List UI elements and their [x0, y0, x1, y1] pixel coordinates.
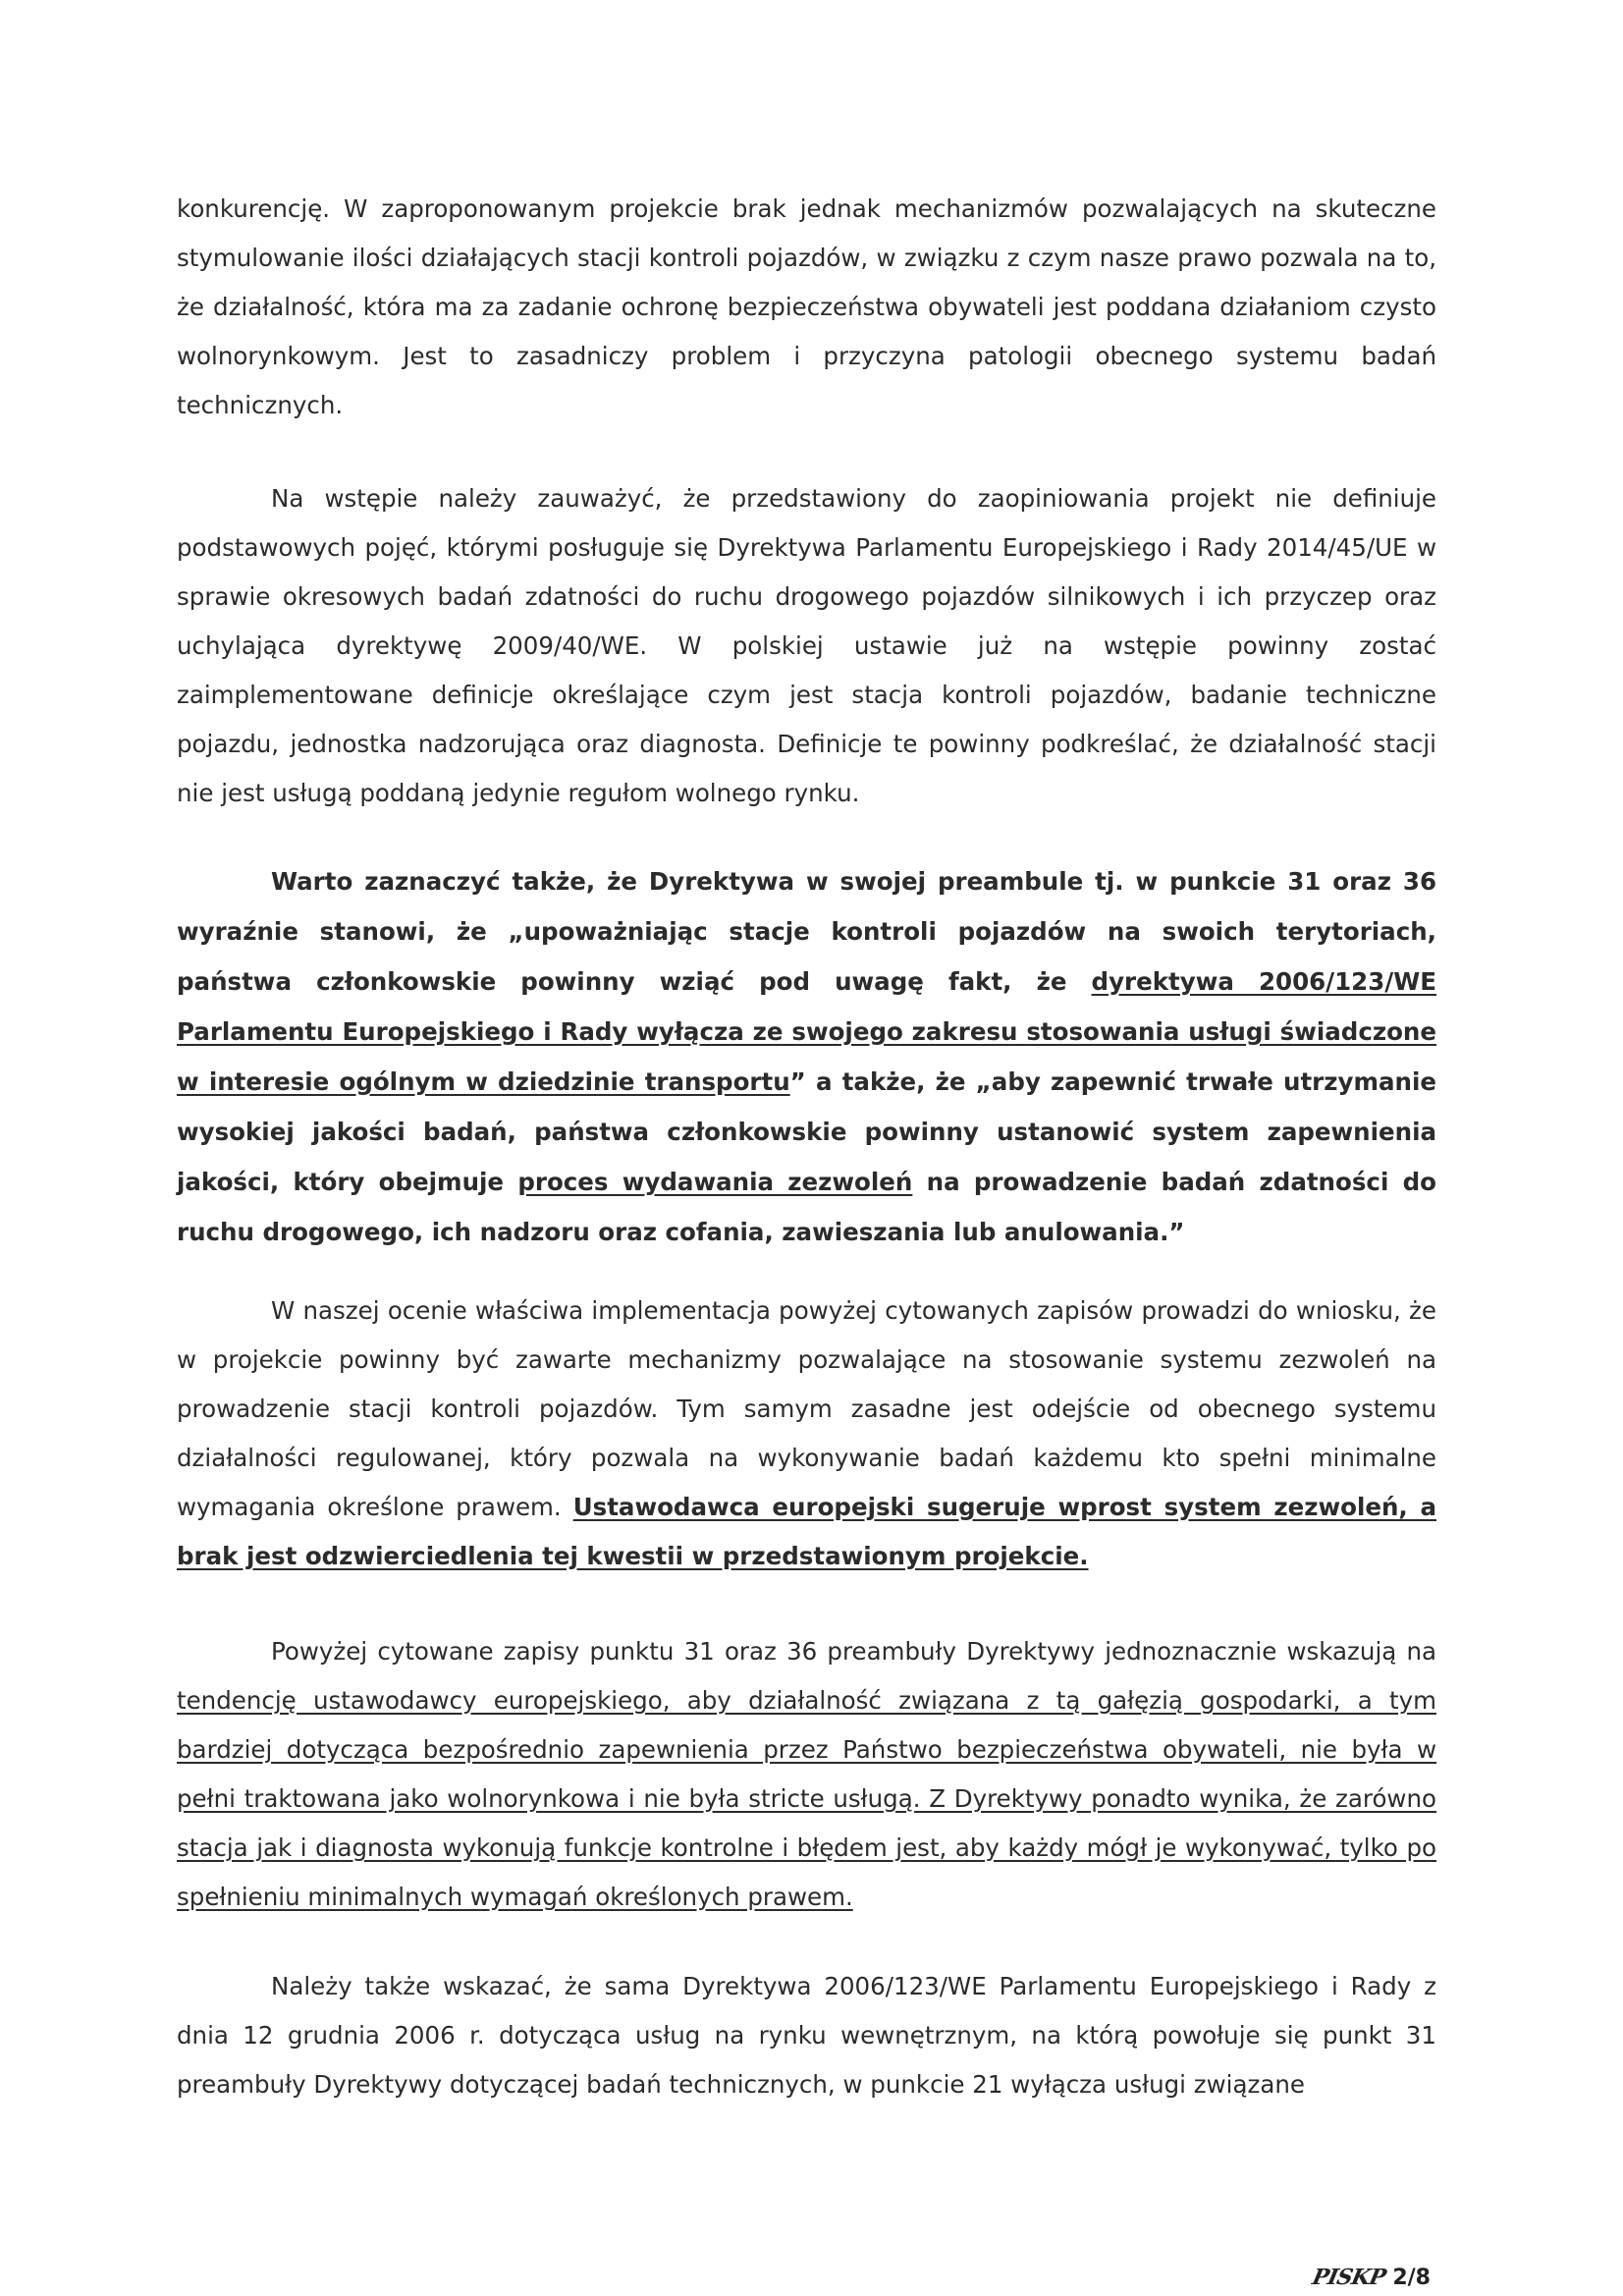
- paragraph-6-text: Należy także wskazać, że sama Dyrektywa 2006/123/WE Parlamentu Europejskiego i Rady z dnia 12 grudnia 2006 r. dotycząca usług na rynku wewnętrznym, na którą powołuje się punkt 31 preambuły Dyrektywy dotyczącej badań technicznych, w punkcie 21 wyłącza usługi związane: [177, 1972, 1436, 2099]
- paragraph-3-underlined-d: proces wydawania zezwoleń: [517, 1168, 913, 1196]
- paragraph-4-text-a: W naszej ocenie właściwa implementacja powyżej cytowanych zapisów prowadzi do wniosku, że w projekcie powinny być zawarte mechanizmy pozwalające na stosowanie systemu zezwoleń na prowadzenie stacji kontroli pojazdów. Tym samym zasadne jest odejście od obecnego systemu działalności regulowanej, który pozwala na wykonywanie badań każdemu kto spełni minimalne wymagania określone prawem.: [177, 1296, 1436, 1521]
- page-number: 2/8: [1392, 2266, 1431, 2290]
- paragraph-3-text-a: Warto zaznaczyć także, że Dyrektywa w swojej preambule tj. w punkcie 31 oraz 36 wyraźnie stanowi, że „upoważniając stacje kontroli pojazdów na swoich terytoriach, państwa członkowskie powinny wziąć pod uwagę fakt, że: [177, 867, 1436, 996]
- paragraph-3-text-e: na prowadzenie badań zdatności do ruchu drogowego, ich nadzoru oraz cofania, zawieszania lub anulowania.”: [177, 1168, 1436, 1246]
- paragraph-5-text-a: Powyżej cytowane zapisy punktu 31 oraz 36 preambuły Dyrektywy jednoznacznie wskazują na: [271, 1637, 1436, 1666]
- paragraph-1-text: konkurencję. W zaproponowanym projekcie brak jednak mechanizmów pozwalających na skuteczne stymulowanie ilości działających stacji kontroli pojazdów, w związku z czym nasze prawo pozwala na to, że działalność, która ma za zadanie ochronę bezpieczeństwa obywateli jest poddana działaniom czysto wolnorynkowym. Jest to zasadniczy problem i przyczyna patologii obecnego systemu badań technicznych.: [177, 194, 1436, 419]
- paragraph-2-text: Na wstępie należy zauważyć, że przedstawiony do zaopiniowania projekt nie definiuje podstawowych pojęć, którymi posługuje się Dyrektywa Parlamentu Europejskiego i Rady 2014/45/UE w sprawie okresowych badań zdatności do ruchu drogowego pojazdów silnikowych i ich przyczep oraz uchylająca dyrektywę 2009/40/WE. W polskiej ustawie już na wstępie powinny zostać zaimplementowane definicje określające czym jest stacja kontroli pojazdów, badanie techniczne pojazdu, jednostka nadzorująca oraz diagnosta. Definicje te powinny podkreślać, że działalność stacji nie jest usługą poddaną jedynie regułom wolnego rynku.: [177, 484, 1436, 807]
- paragraph-4: [177, 1286, 1436, 1581]
- paragraph-5: [177, 1627, 1436, 1922]
- page-footer: [1310, 2265, 1431, 2290]
- paragraph-4-bold-underlined: Ustawodawca europejski sugeruje wprost system zezwoleń, a brak jest odzwierciedlenia tej kwestii w przedstawionym projekcie.: [177, 1493, 1436, 1570]
- piskp-logo: PISKP: [1310, 2265, 1388, 2290]
- paragraph-2: [177, 474, 1436, 818]
- paragraph-3-quote: [177, 856, 1436, 1257]
- paragraph-6: [177, 1962, 1436, 2109]
- paragraph-1: [177, 185, 1436, 430]
- paragraph-3-text-c: ” a także, że „aby zapewnić trwałe utrzymanie wysokiej jakości badań, państwa członkowskie powinny ustanowić system zapewnienia jakości, który obejmuje: [177, 1067, 1436, 1196]
- paragraph-5-underlined: tendencję ustawodawcy europejskiego, aby działalność związana z tą gałęzią gospodarki, a tym bardziej dotycząca bezpośrednio zapewnienia przez Państwo bezpieczeństwa obywateli, nie była w pełni traktowana jako wolnorynkowa i nie była stricte usługą. Z Dyrektywy ponadto wynika, że zarówno stacja jak i diagnosta wykonują funkcje kontrolne i błędem jest, aby każdy mógł je wykonywać, tylko po spełnieniu minimalnych wymagań określonych prawem.: [177, 1686, 1436, 1911]
- paragraph-3-underlined-a: dyrektywa 2006/123/WE Parlamentu Europejskiego i Rady wyłącza ze swojego zakresu stosowania usługi świadczone w interesie ogólnym w dziedzinie transportu: [177, 967, 1436, 1096]
